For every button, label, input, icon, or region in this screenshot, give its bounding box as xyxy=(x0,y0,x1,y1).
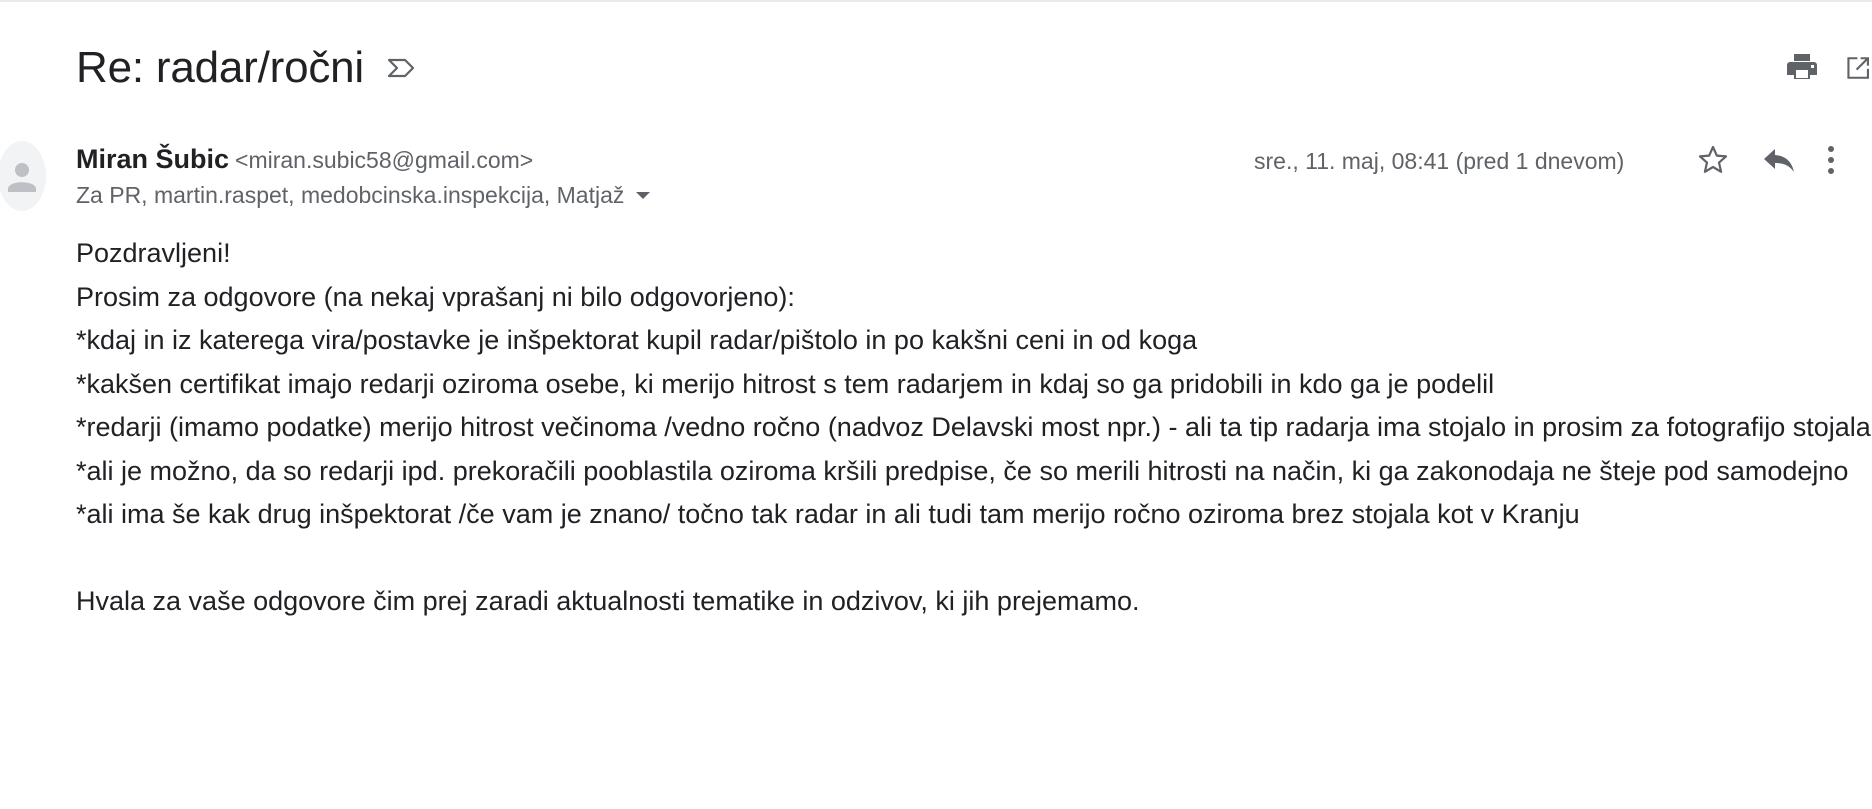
reply-icon[interactable] xyxy=(1757,138,1801,182)
message-body xyxy=(76,232,1872,624)
sender-email: <miran.subic58@gmail.com> xyxy=(235,147,534,173)
email-subject: Re: radar/ročni xyxy=(76,43,365,92)
body-closing: Hvala za vaše odgovore čim prej zaradi aktualnosti tematike in odzivov, ki jih prejemamo. xyxy=(76,586,1140,616)
sender-name[interactable]: Miran Šubic xyxy=(76,144,230,174)
message-header xyxy=(76,142,1872,212)
thread-actions xyxy=(1780,46,1872,90)
top-divider xyxy=(0,0,1872,2)
recipients-list: Za PR, martin.raspet, medobcinska.inspekcija, Matjaž xyxy=(76,182,625,208)
body-line: *ali ima še kak drug inšpektorat /če vam je znano/ točno tak radar in ali tudi tam merijo ročno oziroma brez stojala kot v Kranju xyxy=(76,499,1580,529)
subject-row xyxy=(76,38,416,98)
recipients-toggle[interactable] xyxy=(76,182,650,209)
message-actions xyxy=(1691,138,1839,182)
star-icon[interactable] xyxy=(1691,138,1735,182)
body-line: Prosim za odgovore (na nekaj vprašanj ni bilo odgovorjeno): xyxy=(76,281,795,312)
body-line: *redarji (imamo podatke) merijo hitrost večinoma /vedno ročno (nadvoz Delavski most npr.) - ali ta tip radarja ima stojalo in prosim za fotografijo stojala xyxy=(76,412,1871,442)
paragraph-gap xyxy=(76,537,1872,581)
message-date: sre., 11. maj, 08:41 (pred 1 dnevom) xyxy=(1254,148,1625,174)
label-arrow-icon[interactable] xyxy=(386,56,416,80)
avatar[interactable] xyxy=(0,141,46,211)
body-line: *kakšen certifikat imajo redarji oziroma osebe, ki merijo hitrost s tem radarjem in kdaj so ga pridobili in kdo ga je podelil xyxy=(76,368,1495,399)
body-line: Pozdravljeni! xyxy=(76,238,231,268)
chevron-down-icon[interactable] xyxy=(636,192,650,199)
open-in-new-window-icon[interactable] xyxy=(1846,46,1872,90)
more-options-icon[interactable] xyxy=(1823,138,1839,182)
print-icon[interactable] xyxy=(1780,46,1824,90)
body-line: *kdaj in iz katerega vira/postavke je inšpektorat kupil radar/pištolo in po kakšni ceni in od koga xyxy=(76,325,1198,355)
body-line: *ali je možno, da so redarji ipd. prekoračili pooblastila oziroma kršili predpise, če so merili hitrosti na način, ki ga zakonodaja ne šteje pod samodejno xyxy=(76,455,1849,486)
sender[interactable] xyxy=(76,144,533,175)
